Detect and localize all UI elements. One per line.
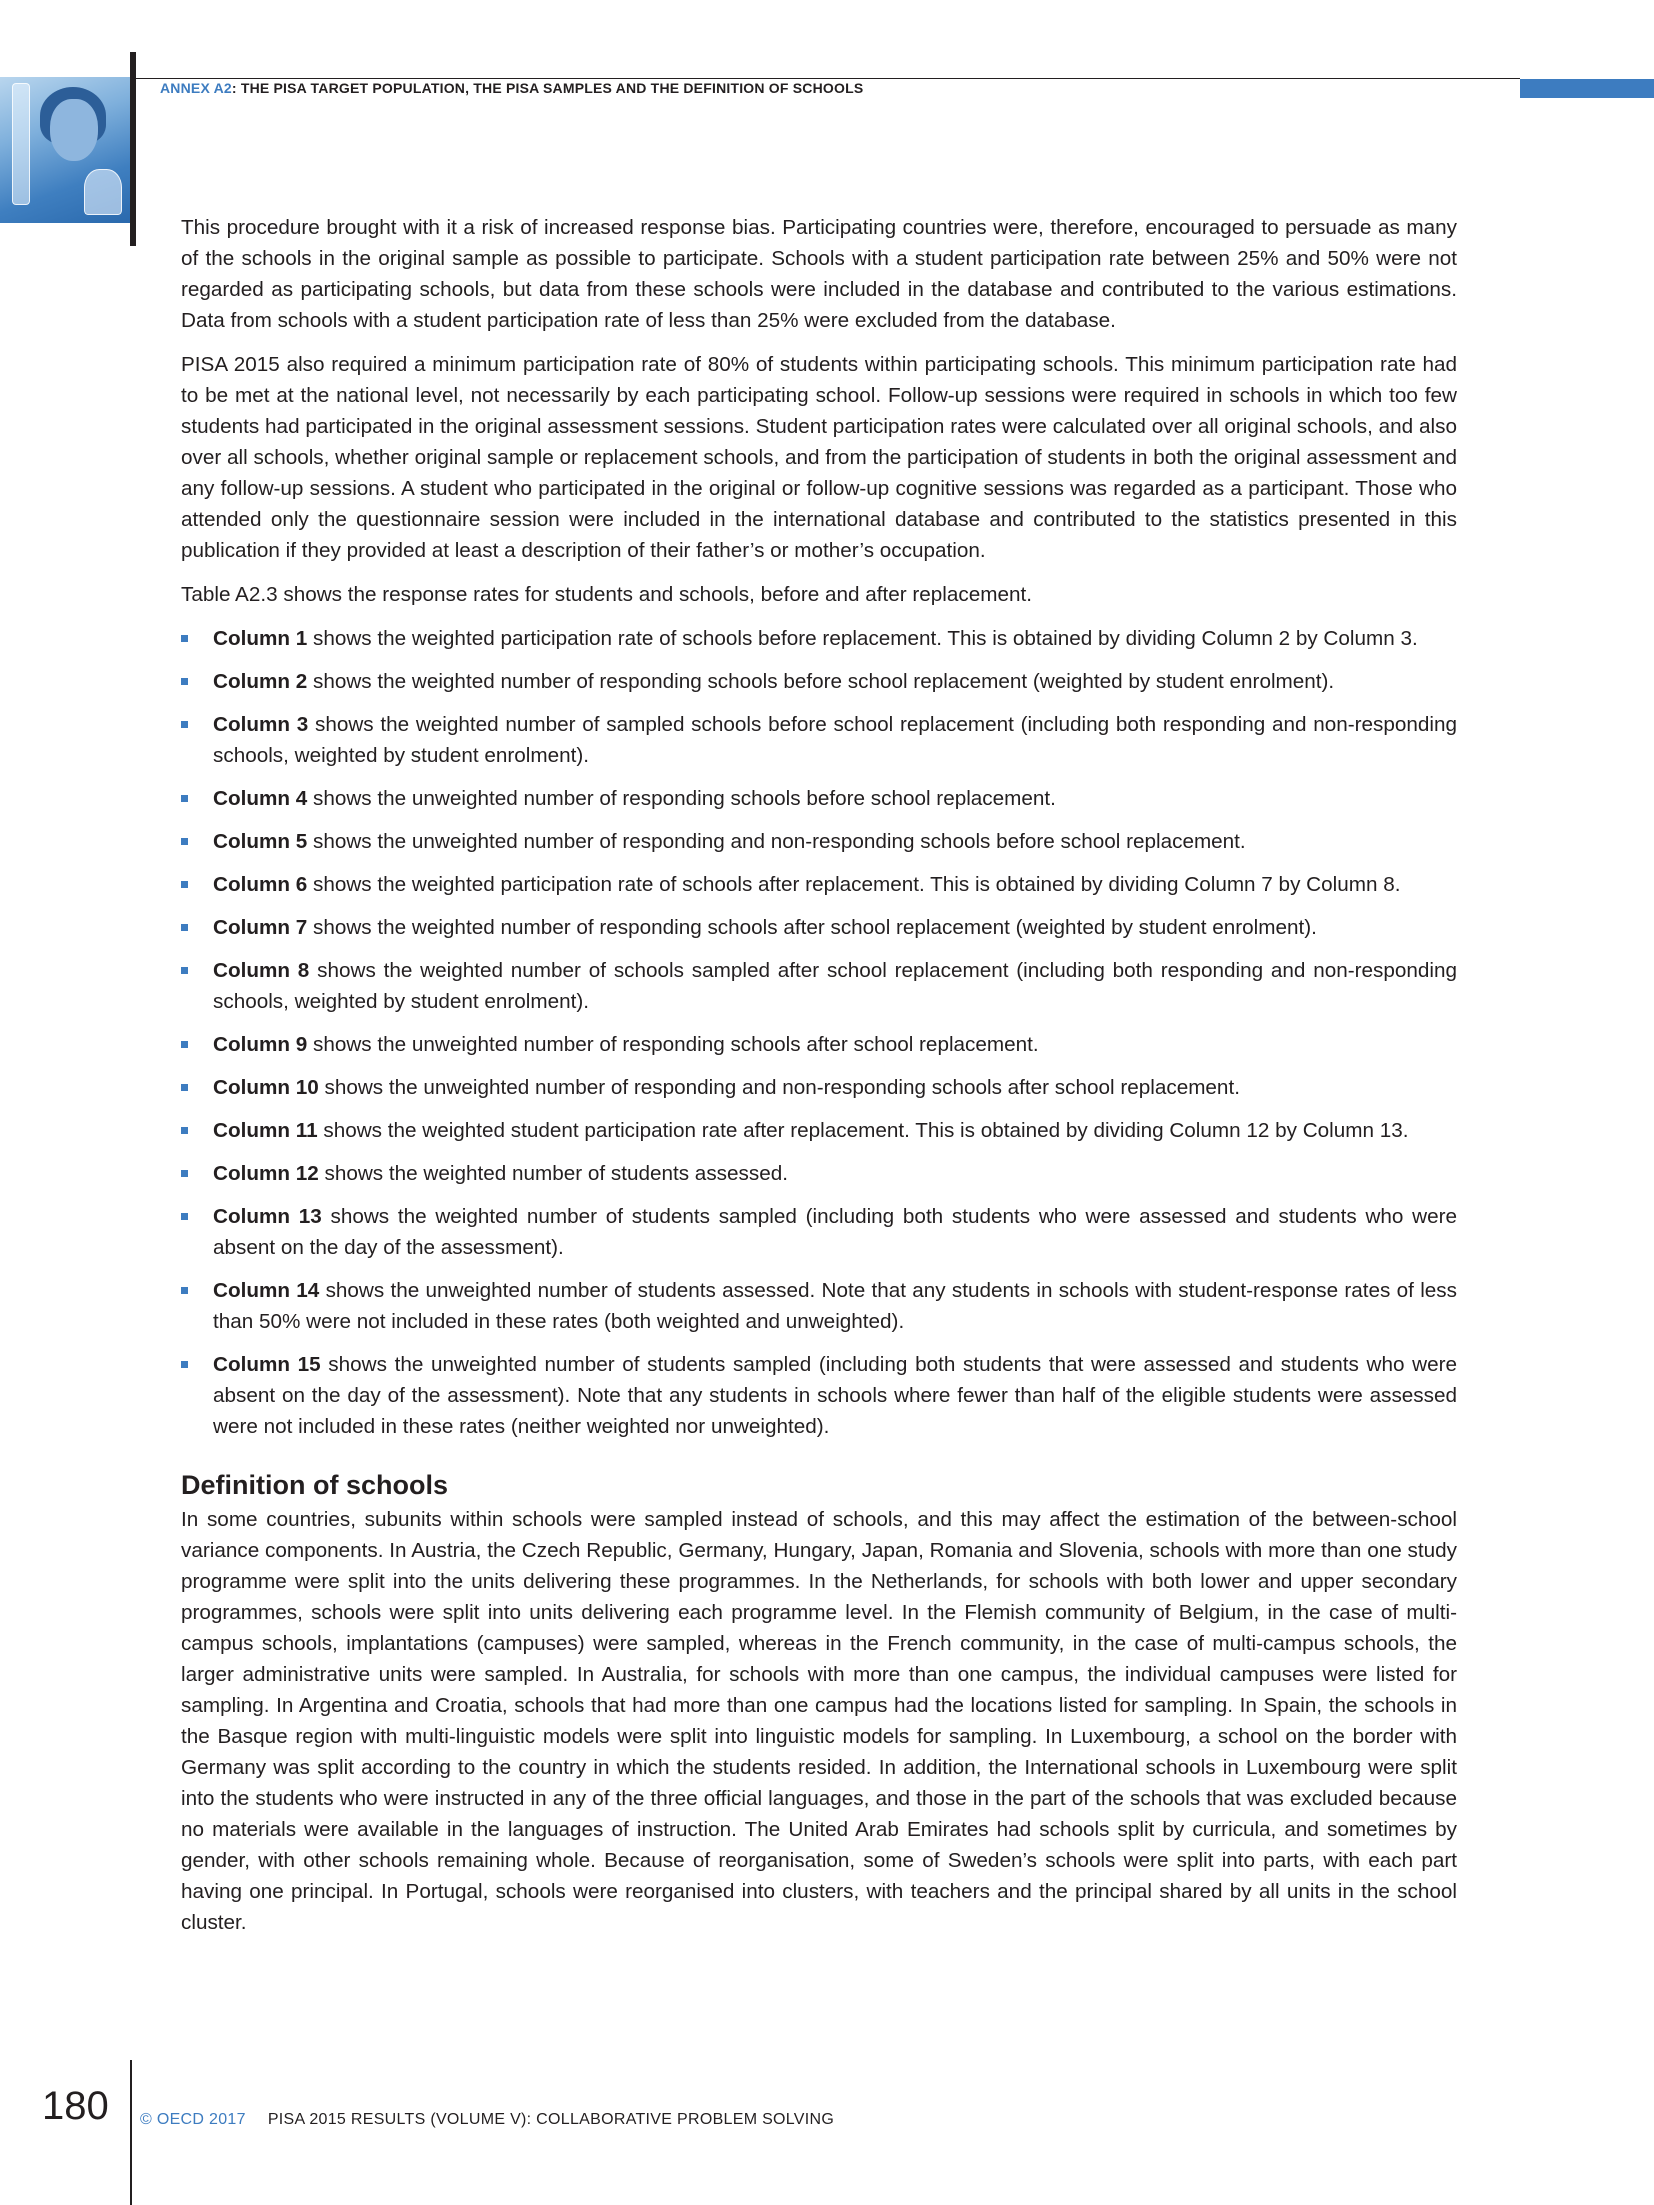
column-description: shows the weighted number of students assessed. [318, 1162, 788, 1185]
footer [140, 2110, 834, 2130]
header-accent-block [1520, 79, 1654, 98]
list-item [181, 1115, 1457, 1146]
list-item [181, 783, 1457, 814]
list-item [181, 1349, 1457, 1442]
list-item [181, 826, 1457, 857]
bullet-icon [181, 678, 188, 685]
column-label: Column 13 [213, 1205, 322, 1228]
column-description: shows the unweighted number of responding and non-responding schools after school replacement. [318, 1076, 1240, 1099]
column-description: shows the weighted number of sampled schools before school replacement (including both responding and non-responding schools, weighted by student enrolment). [213, 713, 1457, 767]
column-label: Column 14 [213, 1279, 320, 1302]
column-label: Column 15 [213, 1353, 321, 1376]
column-label: Column 6 [213, 873, 308, 896]
header-photo [0, 77, 130, 223]
footer-vertical-rule [130, 2060, 132, 2205]
paragraph-table-intro: Table A2.3 shows the response rates for students and schools, before and after replacement. [181, 583, 1032, 606]
header-title: : THE PISA TARGET POPULATION, THE PISA SAMPLES AND THE DEFINITION OF SCHOOLS [231, 80, 864, 96]
copyright: © OECD 2017 [140, 2111, 246, 2128]
bullet-icon [181, 1127, 188, 1134]
column-description: shows the weighted student participation rate after replacement. This is obtained by dividing Column 12 by Column 13. [317, 1119, 1409, 1142]
column-label: Column 10 [213, 1076, 319, 1099]
list-item [181, 912, 1457, 943]
bullet-icon [181, 967, 188, 974]
page-body [181, 212, 1457, 1951]
column-label: Column 8 [213, 959, 310, 982]
list-item [181, 666, 1457, 697]
list-item [181, 623, 1457, 654]
test-tube-shape [12, 83, 30, 205]
column-description: shows the unweighted number of responding schools before school replacement. [307, 787, 1056, 810]
column-label: Column 3 [213, 713, 309, 736]
bullet-icon [181, 1041, 188, 1048]
bullet-icon [181, 1170, 188, 1177]
list-item [181, 1201, 1457, 1263]
column-description: shows the weighted number of schools sampled after school replacement (including both responding and non-responding schools, weighted by student enrolment). [213, 959, 1457, 1013]
column-description: shows the weighted participation rate of schools after replacement. This is obtained by dividing Column 7 by Column 8. [307, 873, 1401, 896]
list-item [181, 1029, 1457, 1060]
bullet-icon [181, 635, 188, 642]
person-face-shape [50, 99, 98, 161]
column-label: Column 1 [213, 627, 308, 650]
running-header [160, 79, 863, 97]
column-label: Column 5 [213, 830, 308, 853]
paragraph-response-bias: This procedure brought with it a risk of increased response bias. Participating countries were, therefore, encouraged to persuade as many of the schools in the original sample as possible to participate. Schools with a student participation rate between 25% and 50% were not regarded as participating schools, but data from these schools were included in the database and contributed to the various estimations. Data from schools with a student participation rate of less than 25% were excluded from the database. [181, 216, 1457, 332]
column-list [181, 623, 1457, 1442]
column-label: Column 11 [213, 1119, 318, 1142]
section-body: In some countries, subunits within schools were sampled instead of schools, and this may affect the estimation of the between-school variance components. In Austria, the Czech Republic, Germany, Hungary, Japan, Romania and Slovenia, schools with more than one study programme were split into the units delivering these programmes. In the Netherlands, for schools with both lower and upper secondary programmes, schools were split into units delivering each programme level. In the Flemish community of Belgium, in the case of multi-campus schools, implantations (campuses) were sampled, whereas in the French community, in the case of multi-campus schools, the larger administrative units were sampled. In Australia, for schools with more than one campus, the individual campuses were listed for sampling. In Argentina and Croatia, schools that had more than one campus had the locations listed for sampling. In Spain, the schools in the Basque region with multi-linguistic models were split into linguistic models for sampling. In Luxembourg, a school on the border with Germany was split according to the country in which the students resided. In addition, the International schools in Luxembourg were split into the students who were instructed in any of the three official languages, and those in the part of the schools that was excluded because no materials were available in the languages of instruction. The United Arab Emirates had schools split by curricula, and sometimes by gender, with other schools remaining whole. Because of reorganisation, some of Sweden’s schools were split into parts, with each part having one principal. In Portugal, schools were reorganised into clusters, with teachers and the principal shared by all units in the school cluster. [181, 1508, 1457, 1934]
bullet-icon [181, 795, 188, 802]
bullet-icon [181, 1084, 188, 1091]
header-vertical-bar [130, 52, 136, 246]
bullet-icon [181, 721, 188, 728]
bullet-icon [181, 1361, 188, 1368]
column-description: shows the weighted number of responding schools before school replacement (weighted by student enrolment). [307, 670, 1335, 693]
bullet-icon [181, 881, 188, 888]
column-description: shows the unweighted number of students assessed. Note that any students in schools with student-response rates of less than 50% were not included in these rates (both weighted and unweighted). [213, 1279, 1457, 1333]
column-description: shows the unweighted number of students sampled (including both students that were assessed and students who were absent on the day of the assessment). Note that any students in schools where fewer than half of the eligible students were assessed were not included in these rates (neither weighted nor unweighted). [213, 1353, 1457, 1438]
bullet-icon [181, 924, 188, 931]
paragraph-participation-rate: PISA 2015 also required a minimum participation rate of 80% of students within participating schools. This minimum participation rate had to be met at the national level, not necessarily by each participating school. Follow-up sessions were required in schools in which too few students had participated in the original assessment sessions. Student participation rates were calculated over all original schools, and also over all schools, whether original sample or replacement schools, and from the participation of students in both the original assessment and any follow-up sessions. A student who participated in the original or follow-up cognitive sessions was regarded as a participant. Those who attended only the questionnaire session were included in the international database and contributed to the statistics presented in this publication if they provided at least a description of their father’s or mother’s occupation. [181, 353, 1457, 562]
list-item [181, 955, 1457, 1017]
bullet-icon [181, 1213, 188, 1220]
list-item [181, 869, 1457, 900]
list-item [181, 1275, 1457, 1337]
column-label: Column 2 [213, 670, 308, 693]
list-item [181, 1158, 1457, 1189]
column-description: shows the weighted number of responding schools after school replacement (weighted by student enrolment). [307, 916, 1317, 939]
column-description: shows the weighted number of students sampled (including both students who were assessed and students who were absent on the day of the assessment). [213, 1205, 1457, 1259]
column-description: shows the unweighted number of responding and non-responding schools before school replacement. [307, 830, 1246, 853]
column-label: Column 12 [213, 1162, 319, 1185]
list-item [181, 709, 1457, 771]
column-description: shows the unweighted number of responding schools after school replacement. [307, 1033, 1039, 1056]
column-label: Column 7 [213, 916, 308, 939]
bullet-icon [181, 838, 188, 845]
list-item [181, 1072, 1457, 1103]
annex-label: ANNEX A2 [160, 80, 232, 96]
publication-title: PISA 2015 RESULTS (VOLUME V): COLLABORATIVE PROBLEM SOLVING [267, 2111, 835, 2128]
column-label: Column 4 [213, 787, 308, 810]
section-heading: Definition of schools [181, 1470, 448, 1500]
flask-shape [84, 169, 122, 215]
column-label: Column 9 [213, 1033, 308, 1056]
page-number: 180 [42, 2084, 109, 2128]
column-description: shows the weighted participation rate of schools before replacement. This is obtained by dividing Column 2 by Column 3. [307, 627, 1418, 650]
bullet-icon [181, 1287, 188, 1294]
